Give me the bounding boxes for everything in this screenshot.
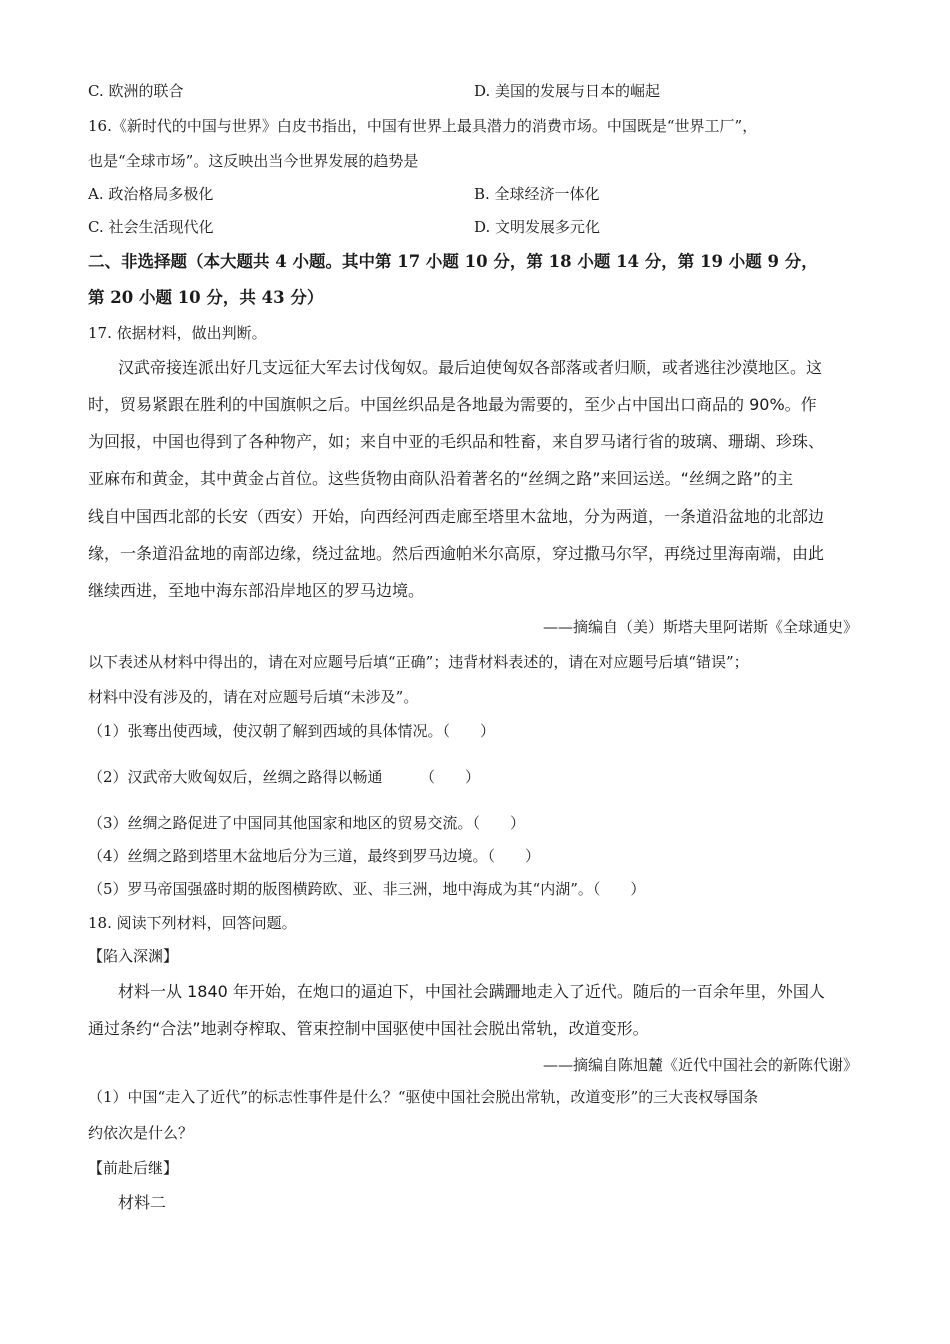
q17-material-line: 缘，一条道沿盆地的南部边缘，绕过盆地。然后西逾帕米尔高原，穿过撒马尔罕，再绕过里海南端，由此 bbox=[88, 544, 825, 563]
q18-section-heading: 【前赴后继】 bbox=[88, 1159, 179, 1177]
q17-instruction-line1: 以下表述从材料中得出的，请在对应题号后填“正确”；违背材料表述的，请在对应题号后填“错误”； bbox=[88, 653, 749, 671]
q18-question1-line2: 约依次是什么？ bbox=[88, 1124, 194, 1142]
q18-source1: ——摘编自陈旭麓《近代中国社会的新陈代谢》 bbox=[542, 1056, 858, 1074]
q17-item-1: （1）张骞出使西域，使汉朝了解到西域的具体情况。（ ） bbox=[88, 722, 496, 740]
q16-option-b: B. 全球经济一体化 bbox=[474, 185, 600, 203]
q16-option-a: A. 政治格局多极化 bbox=[88, 185, 214, 203]
section2-heading-line1: 二、非选择题（本大题共 4 小题。其中第 17 小题 10 分，第 18 小题 14 分，第 19 小题 9 分， bbox=[88, 252, 818, 271]
q15-option-c: C. 欧洲的联合 bbox=[88, 82, 184, 100]
q17-item-4: （4）丝绸之路到塔里木盆地后分为三道，最终到罗马边境。（ ） bbox=[88, 847, 541, 865]
q18-material1-line: 通过条约“合法”地剥夺榨取、管束控制中国驱使中国社会脱出常轨，改道变形。 bbox=[88, 1019, 649, 1038]
q17-material-line: 汉武帝接连派出好几支远征大军去讨伐匈奴。最后迫使匈奴各部落或者归顺，或者逃往沙漠地区。这 bbox=[118, 358, 823, 377]
q18-material2-label: 材料二 bbox=[118, 1193, 167, 1212]
q17-material-line: 线自中国西北部的长安（西安）开始，向西经河西走廊至塔里木盆地，分为两道，一条道沿盆地的北部边 bbox=[88, 507, 825, 526]
q16-option-d: D. 文明发展多元化 bbox=[474, 218, 601, 236]
q18-question1-line1: （1）中国“走入了近代”的标志性事件是什么？“驱使中国社会脱出常轨，改道变形”的三大丧权辱国条 bbox=[88, 1088, 759, 1106]
q16-stem-line2: 也是“全球市场”。这反映出当今世界发展的趋势是 bbox=[88, 152, 419, 170]
q17-item-2: （2）汉武帝大败匈奴后，丝绸之路得以畅通 （ ） bbox=[88, 768, 481, 786]
q17-item-5: （5）罗马帝国强盛时期的版图横跨欧、亚、非三洲，地中海成为其“内湖”。（ ） bbox=[88, 880, 646, 898]
q18-section-heading: 【陷入深渊】 bbox=[88, 947, 179, 965]
q16-stem-line1: 16.《新时代的中国与世界》白皮书指出，中国有世界上最具潜力的消费市场。中国既是“世界工厂”， bbox=[88, 117, 758, 135]
q16-option-c: C. 社会生活现代化 bbox=[88, 218, 214, 236]
q15-option-d: D. 美国的发展与日本的崛起 bbox=[474, 82, 661, 100]
q17-material-line: 继续西进，至地中海东部沿岸地区的罗马边境。 bbox=[88, 581, 425, 600]
q17-material-line: 时，贸易紧跟在胜利的中国旗帜之后。中国丝织品是各地最为需要的，至少占中国出口商品的 90%。作 bbox=[88, 395, 817, 414]
q17-item-3: （3）丝绸之路促进了中国同其他国家和地区的贸易交流。（ ） bbox=[88, 814, 526, 832]
q17-stem: 17. 依据材料，做出判断。 bbox=[88, 324, 267, 342]
q17-source: ——摘编自（美）斯塔夫里阿诺斯《全球通史》 bbox=[542, 618, 858, 636]
q18-material1-line: 材料一从 1840 年开始，在炮口的逼迫下，中国社会蹒跚地走入了近代。随后的一百余年里，外国人 bbox=[118, 982, 825, 1001]
q18-stem: 18. 阅读下列材料，回答问题。 bbox=[88, 914, 297, 932]
section2-heading-line2: 第 20 小题 10 分，共 43 分） bbox=[88, 288, 324, 307]
q17-material-line: 亚麻布和黄金，其中黄金占首位。这些货物由商队沿着著名的“丝绸之路”来回运送。“丝绸之路”的主 bbox=[88, 469, 794, 488]
q17-instruction-line2: 材料中没有涉及的，请在对应题号后填“未涉及”。 bbox=[88, 688, 419, 706]
q17-material-line: 为回报，中国也得到了各种物产，如；来自中亚的毛织品和牲畜，来自罗马诸行省的玻璃、珊瑚、珍珠、 bbox=[88, 432, 825, 451]
